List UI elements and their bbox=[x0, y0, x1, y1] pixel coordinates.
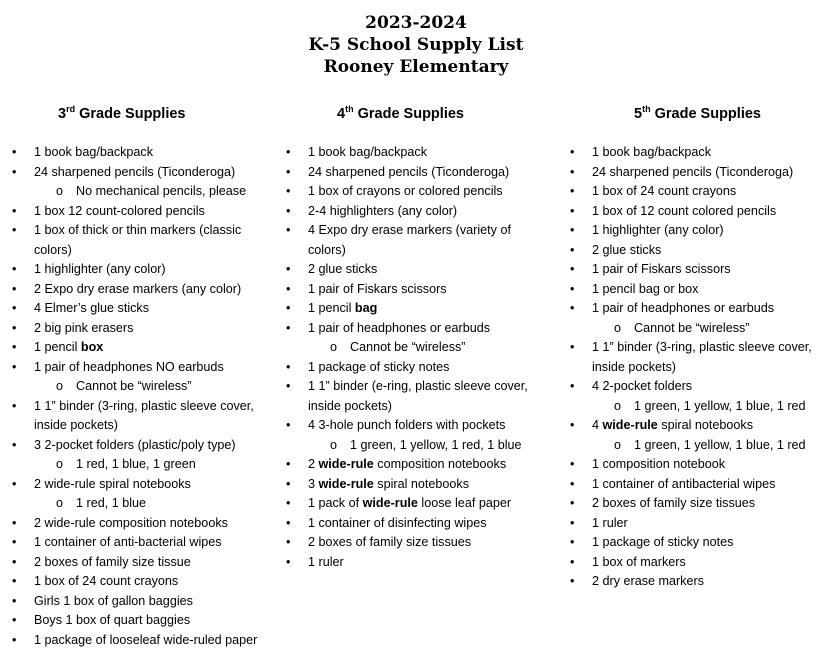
list-item: • 1 package of sticky notes bbox=[282, 358, 550, 378]
list-item: • 1 pair of headphones NO earbuds bbox=[8, 358, 270, 378]
list-item: • 24 sharpened pencils (Ticonderoga) bbox=[282, 163, 550, 183]
list-item: • Girls 1 box of gallon baggies bbox=[8, 592, 270, 612]
list-item: • 2 dry erase markers bbox=[566, 572, 830, 592]
list-item: • 3 wide-rule spiral notebooks bbox=[282, 475, 550, 495]
grade-5-supply-list bbox=[566, 143, 830, 592]
list-item: • 1 pair of headphones or earbuds bbox=[566, 299, 830, 319]
list-item: • 2 wide-rule composition notebooks bbox=[282, 455, 550, 475]
grade-4-column bbox=[282, 100, 550, 572]
list-item: • 1 pair of Fiskars scissors bbox=[566, 260, 830, 280]
grade-5-column bbox=[566, 100, 830, 592]
list-subitem: o Cannot be “wireless” bbox=[566, 319, 830, 339]
list-item: • 1 book bag/backpack bbox=[8, 143, 270, 163]
list-item: • 1 book bag/backpack bbox=[282, 143, 550, 163]
list-item: • 1 box of crayons or colored pencils bbox=[282, 182, 550, 202]
list-item: • 1 container of antibacterial wipes bbox=[566, 475, 830, 495]
list-item: • 2 wide-rule composition notebooks bbox=[8, 514, 270, 534]
list-item: • 4 Expo dry erase markers (variety of colors) bbox=[282, 221, 550, 260]
list-item: • 1 1” binder (e-ring, plastic sleeve cover, inside pockets) bbox=[282, 377, 550, 416]
list-item: • 1 package of looseleaf wide-ruled paper bbox=[8, 631, 270, 651]
list-item: • 3 2-pocket folders (plastic/poly type) bbox=[8, 436, 270, 456]
list-item: • 1 composition notebook bbox=[566, 455, 830, 475]
list-item: • 2 glue sticks bbox=[566, 241, 830, 261]
list-item: • 4 2-pocket folders bbox=[566, 377, 830, 397]
list-item: • 1 pencil box bbox=[8, 338, 270, 358]
list-item: • 2 boxes of family size tissues bbox=[566, 494, 830, 514]
list-item: • 1 package of sticky notes bbox=[566, 533, 830, 553]
list-subitem: o 1 red, 1 blue, 1 green bbox=[8, 455, 270, 475]
list-item: • 24 sharpened pencils (Ticonderoga) bbox=[8, 163, 270, 183]
list-subitem: o No mechanical pencils, please bbox=[8, 182, 270, 202]
grade-3-column bbox=[8, 100, 270, 650]
list-item: • 1 container of anti-bacterial wipes bbox=[8, 533, 270, 553]
list-item: • 1 pair of headphones or earbuds bbox=[282, 319, 550, 339]
grade-5-heading: 5th Grade Supplies bbox=[634, 104, 761, 122]
grade-3-heading: 3rd Grade Supplies bbox=[58, 104, 186, 122]
list-item: • 2 glue sticks bbox=[282, 260, 550, 280]
list-item: • 1 ruler bbox=[282, 553, 550, 573]
grade-3-supply-list bbox=[8, 143, 270, 650]
list-item: • 1 box of markers bbox=[566, 553, 830, 573]
list-item: • Boys 1 box of quart baggies bbox=[8, 611, 270, 631]
list-item: • 4 3-hole punch folders with pockets bbox=[282, 416, 550, 436]
list-item: • 1 box of thick or thin markers (classic colors) bbox=[8, 221, 270, 260]
list-item: • 1 box of 24 count crayons bbox=[566, 182, 830, 202]
list-item: • 1 highlighter (any color) bbox=[8, 260, 270, 280]
list-item: • 4 wide-rule spiral notebooks bbox=[566, 416, 830, 436]
list-item: • 24 sharpened pencils (Ticonderoga) bbox=[566, 163, 830, 183]
school-name: Rooney Elementary bbox=[323, 57, 509, 77]
list-subitem: o Cannot be “wireless” bbox=[8, 377, 270, 397]
list-subitem: o Cannot be “wireless” bbox=[282, 338, 550, 358]
list-item: • 2 boxes of family size tissue bbox=[8, 553, 270, 573]
grade-4-heading: 4th Grade Supplies bbox=[337, 104, 464, 122]
grade-4-supply-list bbox=[282, 143, 550, 572]
list-item: • 1 highlighter (any color) bbox=[566, 221, 830, 241]
document-header bbox=[0, 12, 832, 78]
list-item: • 1 pair of Fiskars scissors bbox=[282, 280, 550, 300]
list-item: • 2 big pink erasers bbox=[8, 319, 270, 339]
list-item: • 1 pack of wide-rule loose leaf paper bbox=[282, 494, 550, 514]
document-title: K-5 School Supply List bbox=[308, 35, 524, 55]
list-subitem: o 1 green, 1 yellow, 1 blue, 1 red bbox=[566, 436, 830, 456]
list-item: • 1 container of disinfecting wipes bbox=[282, 514, 550, 534]
list-item: • 2 boxes of family size tissues bbox=[282, 533, 550, 553]
list-item: • 2 Expo dry erase markers (any color) bbox=[8, 280, 270, 300]
list-item: • 1 box of 24 count crayons bbox=[8, 572, 270, 592]
list-item: • 2 wide-rule spiral notebooks bbox=[8, 475, 270, 495]
list-item: • 2-4 highlighters (any color) bbox=[282, 202, 550, 222]
list-item: • 1 box 12 count-colored pencils bbox=[8, 202, 270, 222]
list-item: • 1 1” binder (3-ring, plastic sleeve cover, inside pockets) bbox=[566, 338, 830, 377]
list-item: • 1 ruler bbox=[566, 514, 830, 534]
list-subitem: o 1 green, 1 yellow, 1 red, 1 blue bbox=[282, 436, 550, 456]
list-item: • 1 box of 12 count colored pencils bbox=[566, 202, 830, 222]
school-year: 2023-2024 bbox=[365, 13, 467, 33]
list-item: • 1 pencil bag or box bbox=[566, 280, 830, 300]
list-item: • 4 Elmer’s glue sticks bbox=[8, 299, 270, 319]
list-item: • 1 book bag/backpack bbox=[566, 143, 830, 163]
list-item: • 1 1” binder (3-ring, plastic sleeve cover, inside pockets) bbox=[8, 397, 270, 436]
list-subitem: o 1 green, 1 yellow, 1 blue, 1 red bbox=[566, 397, 830, 417]
list-subitem: o 1 red, 1 blue bbox=[8, 494, 270, 514]
list-item: • 1 pencil bag bbox=[282, 299, 550, 319]
